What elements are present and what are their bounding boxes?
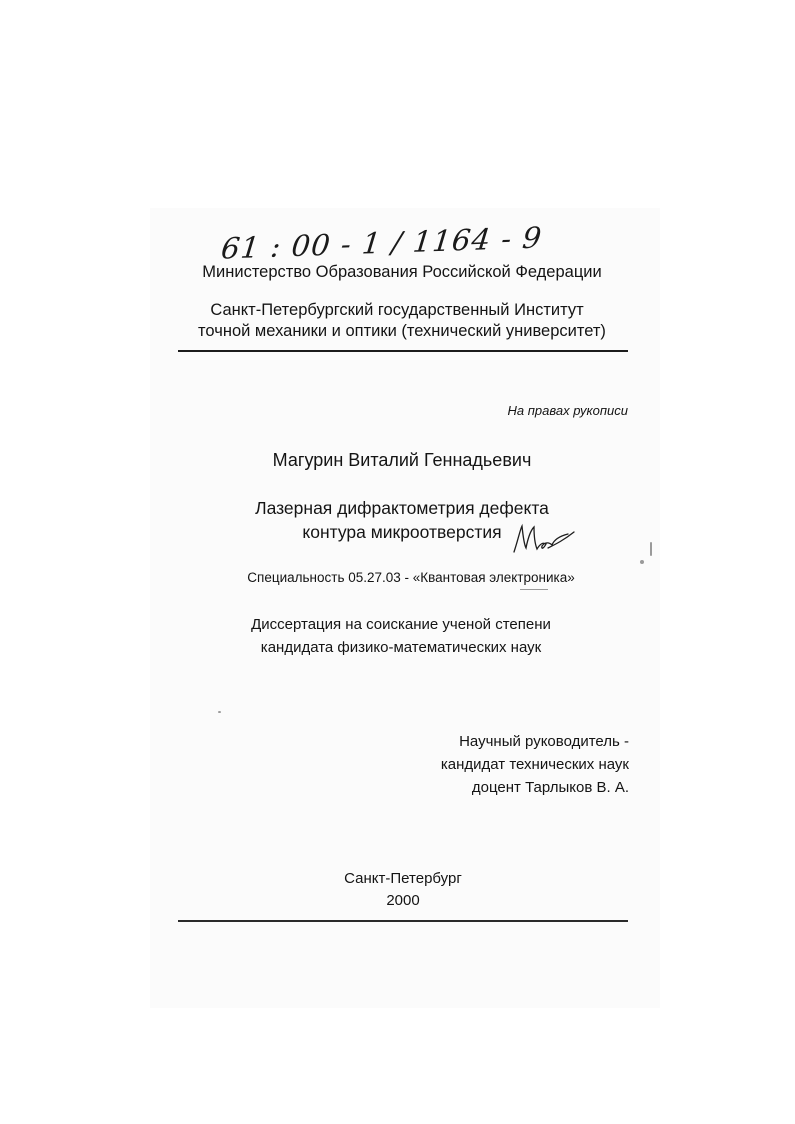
supervisor-degree: кандидат технических наук: [440, 756, 629, 773]
city: Санкт-Петербург: [344, 870, 462, 887]
ministry-name: Министерство Образования Российской Федерации: [202, 263, 602, 281]
handwritten-signature: [508, 522, 580, 556]
scan-speck: [218, 711, 221, 713]
manuscript-rights-note: На правах рукописи: [507, 403, 628, 418]
scan-speck: [650, 542, 652, 556]
handwritten-archive-code: 61 : 00 - 1 / 1164 - 9: [219, 220, 544, 266]
dissertation-title-line1: Лазерная дифрактометрия дефекта: [255, 498, 549, 518]
institute-name-line1: Санкт-Петербургский государственный Институт: [210, 301, 584, 319]
author-name: Магурин Виталий Геннадьевич: [272, 450, 532, 470]
supervisor-role: Научный руководитель -: [459, 733, 629, 750]
dissertation-title-line2: контура микроотверстия: [302, 522, 502, 542]
footer-divider: [178, 920, 628, 922]
year: 2000: [386, 892, 420, 909]
institute-name-line2: точной механики и оптики (технический университет): [198, 322, 606, 340]
header-divider: [178, 350, 628, 352]
scan-speck: [520, 589, 548, 590]
degree-line2: кандидата физико-математических наук: [260, 639, 542, 656]
specialty-line: Специальность 05.27.03 - «Квантовая электроника»: [247, 570, 575, 585]
scan-speck: [640, 560, 644, 564]
degree-line1: Диссертация на соискание ученой степени: [251, 616, 551, 633]
supervisor-name: доцент Тарлыков В. А.: [471, 779, 629, 796]
